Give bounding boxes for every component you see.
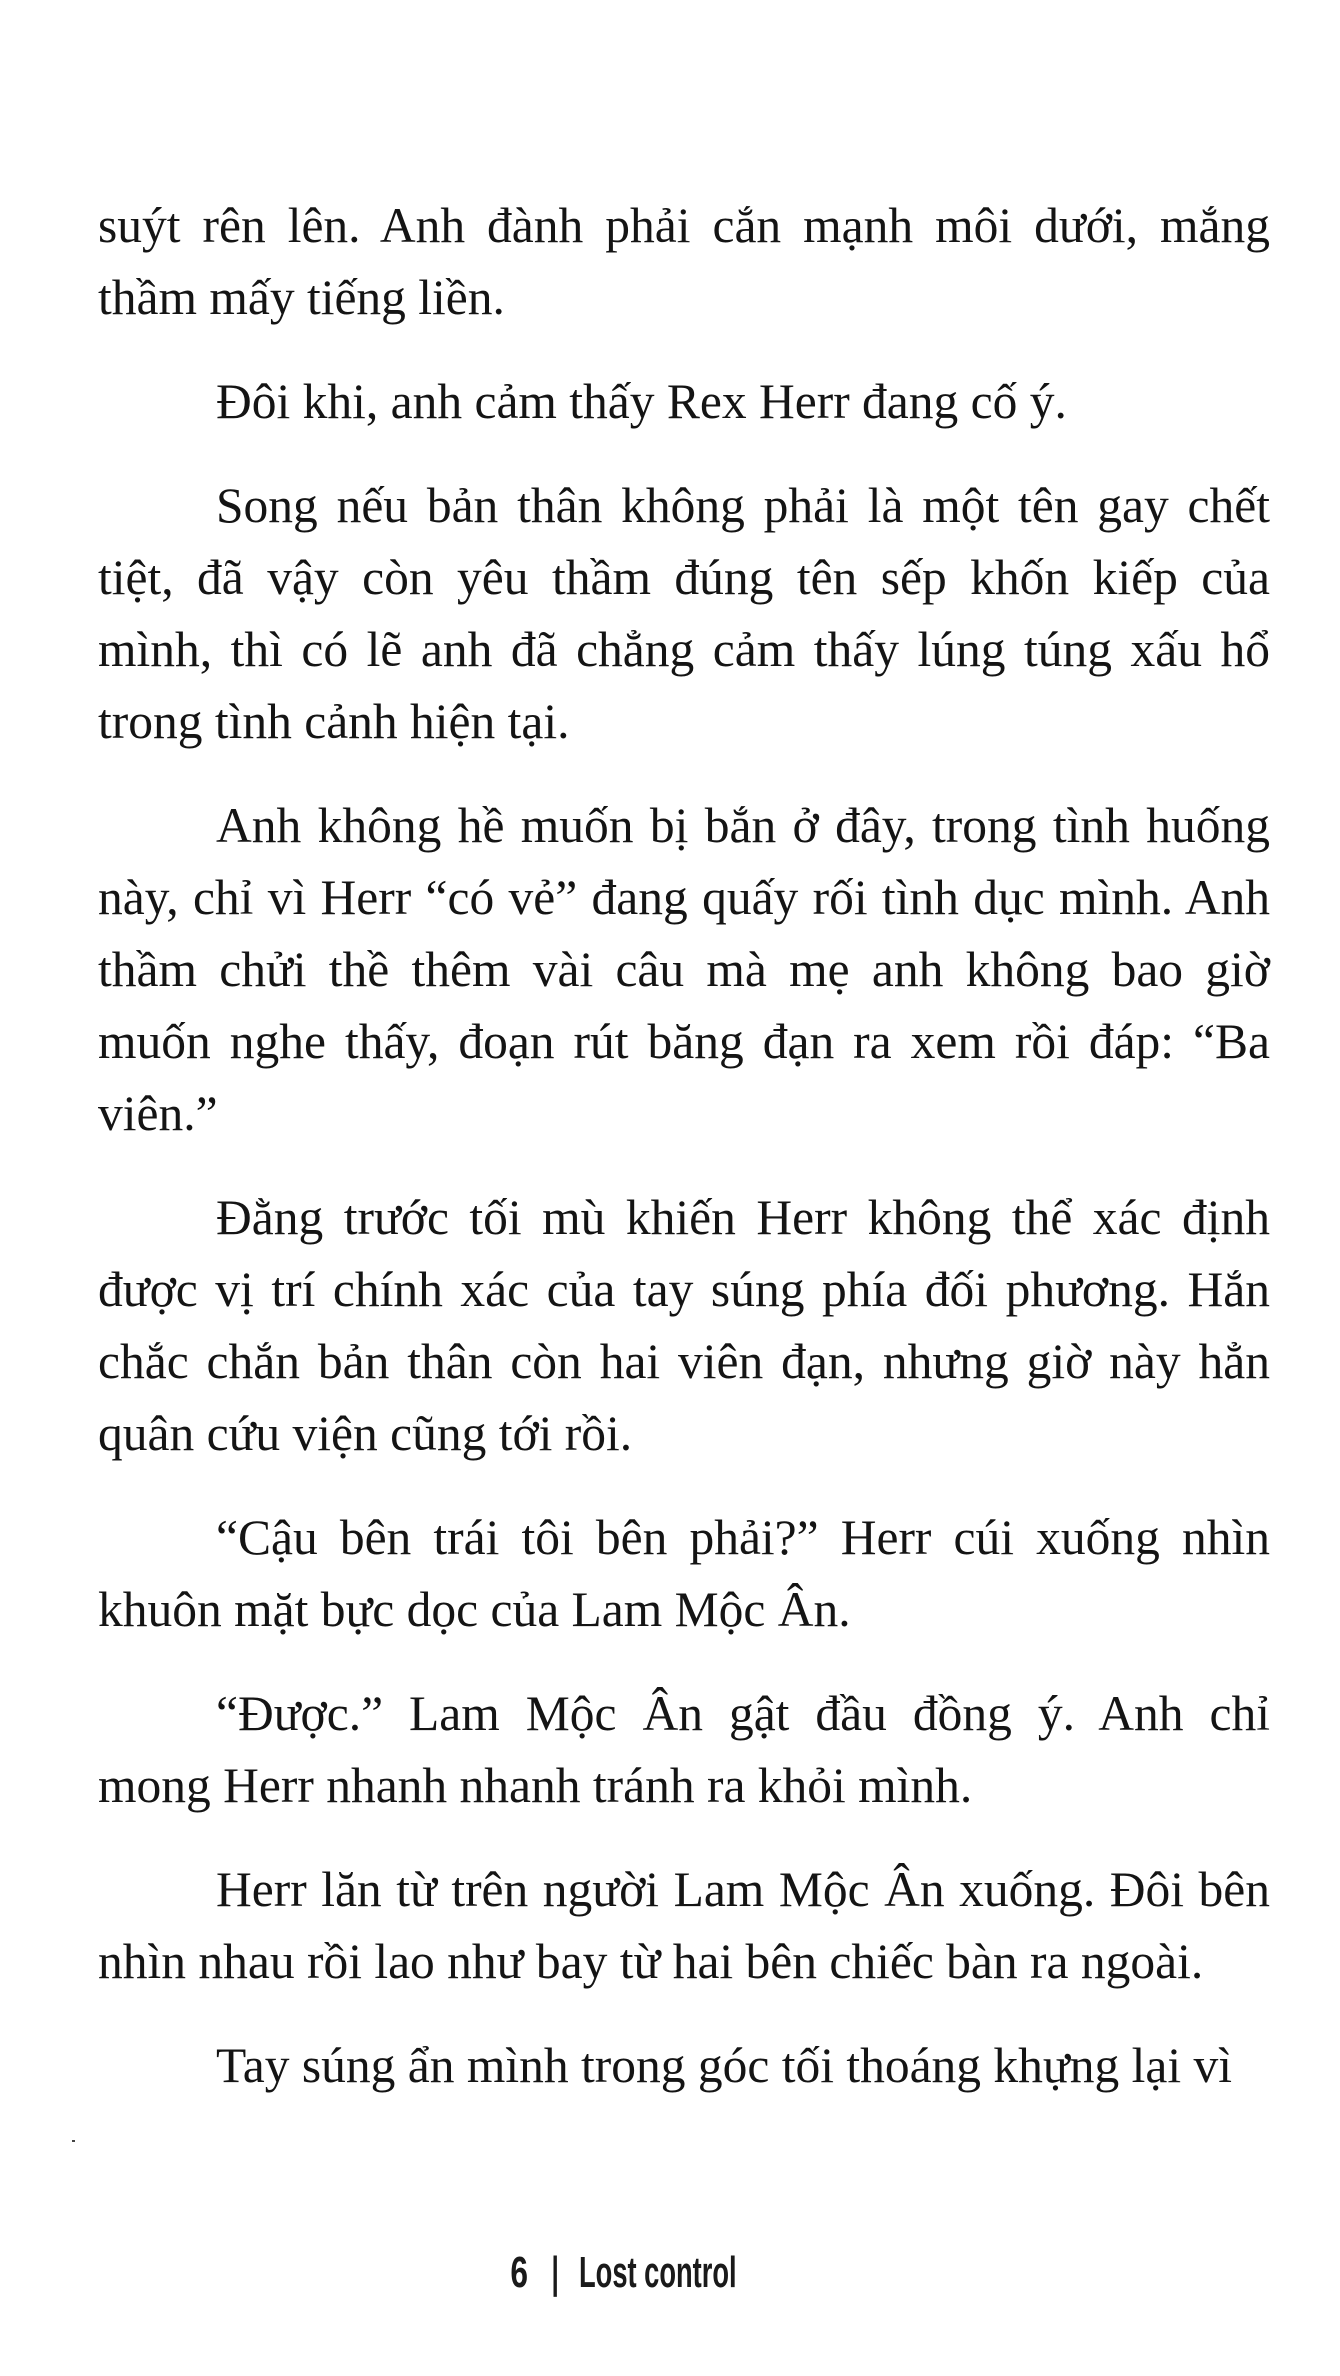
- paragraph-2: Đôi khi, anh cảm thấy Rex Herr đang cố ý.: [216, 374, 1067, 429]
- book-title: Lost control: [579, 2248, 737, 2297]
- page-number: 6: [509, 2248, 528, 2297]
- footer-separator: |: [551, 2248, 559, 2297]
- page-footer: [0, 2248, 1340, 2298]
- paragraph-8: Herr lăn từ trên người Lam Mộc Ân xuống. Đôi bên nhìn nhau rồi lao như bay từ hai bên chiếc bàn ra ngoài.: [98, 1862, 1270, 1989]
- paragraph-9: Tay súng ẩn mình trong góc tối thoáng khựng lại vì: [216, 2038, 1232, 2093]
- paragraph-3: Song nếu bản thân không phải là một tên gay chết tiệt, đã vậy còn yêu thầm đúng tên sếp khốn kiếp của mình, thì có lẽ anh đã chẳng cảm thấy lúng túng xấu hổ trong tình cảnh hiện tại.: [98, 478, 1270, 749]
- print-speck: [72, 2140, 75, 2142]
- paragraph-7: “Được.” Lam Mộc Ân gật đầu đồng ý. Anh chỉ mong Herr nhanh nhanh tránh ra khỏi mình.: [98, 1686, 1270, 1813]
- paragraph-5: Đằng trước tối mù khiến Herr không thể xác định được vị trí chính xác của tay súng phía đối phương. Hắn chắc chắn bản thân còn hai viên đạn, nhưng giờ này hẳn quân cứu viện cũng tới rồi.: [98, 1190, 1270, 1461]
- paragraph-4: Anh không hề muốn bị bắn ở đây, trong tình huống này, chỉ vì Herr “có vẻ” đang quấy rối tình dục mình. Anh thầm chửi thề thêm vài câu mà mẹ anh không bao giờ muốn nghe thấy, đoạn rút băng đạn ra xem rồi đáp: “Ba viên.”: [98, 798, 1270, 1141]
- paragraph-1: suýt rên lên. Anh đành phải cắn mạnh môi dưới, mắng thầm mấy tiếng liền.: [98, 198, 1270, 325]
- page-body-text: [98, 190, 1270, 2134]
- paragraph-6: “Cậu bên trái tôi bên phải?” Herr cúi xuống nhìn khuôn mặt bực dọc của Lam Mộc Ân.: [98, 1510, 1270, 1637]
